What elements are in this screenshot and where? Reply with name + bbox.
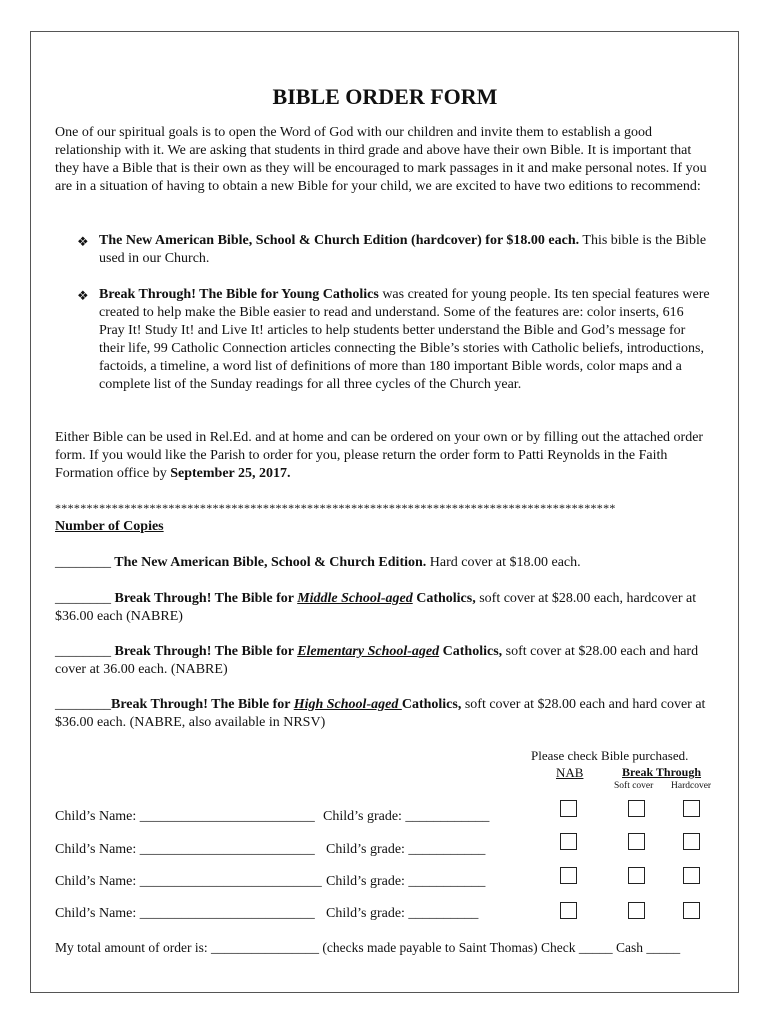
- order-total-line[interactable]: My total amount of order is: ________________ (checks made payable to Saint Thomas) Check _____ Cash _____: [55, 940, 681, 955]
- order-price: soft cover at $28.00 each, hardcover at $36.00 each (NABRE): [55, 591, 697, 624]
- order-line-middle-school[interactable]: [55, 590, 705, 626]
- bullet-break-through-text: was created for young people. Its ten special features were created to help make the Bible easier to read and understand. Some of the features are: color inserts, 616 Pray It! Study It! and Live It! articles to help students better understand the Bible and God’s message for their life, 99 Catholic Connection articles connecting the Bible’s stories with Catholic beliefs, introductions, factoids, a timeline, a word list of definitions of more than 180 important Bible words, color maps and a complete list of the Sunday readings for all three cycles of the Church year.: [99, 287, 710, 392]
- bullet-break-through: [99, 286, 711, 394]
- intro-paragraph: One of our spiritual goals is to open the Word of God with our children and invite them to establish a good relationship with it. We are asking that students in third grade and above have their own Bible. It is important that they have a Bible that is their own as they will be encouraged to mark passages in it and make personal notes. If you are in a situation of having to obtain a new Bible for your child, we are excited to have two editions to recommend:: [55, 125, 707, 194]
- order-line-nab[interactable]: [55, 554, 715, 572]
- order-age-group: Middle School-aged: [297, 591, 413, 606]
- page-title: BIBLE ORDER FORM: [272, 84, 498, 109]
- child-grade-field[interactable]: Child’s grade: ___________: [326, 842, 486, 857]
- check-prompt: Please check Bible purchased.: [531, 748, 689, 763]
- order-title-end: Catholics,: [439, 644, 503, 659]
- child-grade-field[interactable]: Child’s grade: __________: [326, 906, 479, 921]
- order-title-end: Catholics,: [412, 591, 476, 606]
- hardcover-checkbox[interactable]: [683, 902, 700, 919]
- child-name-field[interactable]: Child’s Name: _________________________: [55, 809, 315, 824]
- nab-checkbox[interactable]: [560, 833, 577, 850]
- child-name-field[interactable]: Child’s Name: __________________________: [55, 874, 322, 889]
- child-grade-field[interactable]: Child’s grade: ___________: [326, 874, 486, 889]
- nab-checkbox[interactable]: [560, 867, 577, 884]
- child-name-field[interactable]: Child’s Name: _________________________: [55, 906, 315, 921]
- child-name-field[interactable]: Child’s Name: _________________________: [55, 842, 315, 857]
- diamond-bullet-icon: ❖: [77, 234, 89, 249]
- diamond-bullet-icon: ❖: [77, 288, 89, 303]
- copies-blank: ________: [55, 555, 111, 570]
- order-line-elementary[interactable]: [55, 643, 715, 679]
- separator-line: *****************************************************************************************: [55, 501, 616, 515]
- soft-cover-checkbox[interactable]: [628, 902, 645, 919]
- copies-blank: ________: [55, 591, 111, 606]
- order-price: soft cover at $28.00 each and hard cover at 36.00 each. (NABRE): [55, 644, 699, 677]
- order-title: The New American Bible, School & Church Edition.: [111, 555, 427, 570]
- order-line-high-school[interactable]: [55, 696, 715, 732]
- closing-paragraph: [55, 429, 715, 483]
- order-title: Break Through! The Bible for: [111, 644, 298, 659]
- copies-blank: ________: [55, 644, 111, 659]
- copies-blank: ________: [55, 697, 111, 712]
- order-price: Hard cover at $18.00 each.: [426, 555, 581, 570]
- order-age-group: Elementary School-aged: [297, 644, 440, 659]
- order-title-end: Catholics,: [401, 697, 462, 712]
- bullet-nab-bold: The New American Bible, School & Church Edition (hardcover) for $18.00 each.: [99, 233, 580, 248]
- hardcover-header: Hardcover: [671, 781, 712, 791]
- nab-checkbox[interactable]: [560, 800, 577, 817]
- nab-checkbox[interactable]: [560, 902, 577, 919]
- hardcover-checkbox[interactable]: [683, 833, 700, 850]
- bullet-nab-text: This bible is the Bible used in our Church.: [99, 233, 707, 266]
- order-title: Break Through! The Bible for: [111, 697, 294, 712]
- soft-cover-checkbox[interactable]: [628, 833, 645, 850]
- soft-cover-checkbox[interactable]: [628, 867, 645, 884]
- hardcover-checkbox[interactable]: [683, 867, 700, 884]
- soft-cover-checkbox[interactable]: [628, 800, 645, 817]
- break-through-column-header: Break Through: [622, 765, 702, 779]
- order-age-group: High School-aged: [293, 697, 402, 712]
- copies-heading: Number of Copies: [55, 519, 164, 534]
- nab-column-header: NAB: [556, 765, 584, 780]
- bullet-nab: [99, 232, 711, 268]
- deadline-date: September 25, 2017.: [170, 466, 291, 481]
- closing-text: Either Bible can be used in Rel.Ed. and at home and can be ordered on your own or by filling out the attached order form. If you would like the Parish to order for you, please return the order form to Patti Reynolds in the Faith Formation office by: [55, 430, 704, 481]
- order-title: Break Through! The Bible for: [111, 591, 298, 606]
- order-price: soft cover at $28.00 each and hard cover at $36.00 each. (NABRE, also available in NRSV): [55, 697, 706, 730]
- soft-cover-header: Soft cover: [614, 781, 654, 791]
- child-grade-field[interactable]: Child’s grade: ____________: [323, 809, 490, 824]
- hardcover-checkbox[interactable]: [683, 800, 700, 817]
- bullet-break-through-bold: Break Through! The Bible for Young Catholics: [99, 287, 379, 302]
